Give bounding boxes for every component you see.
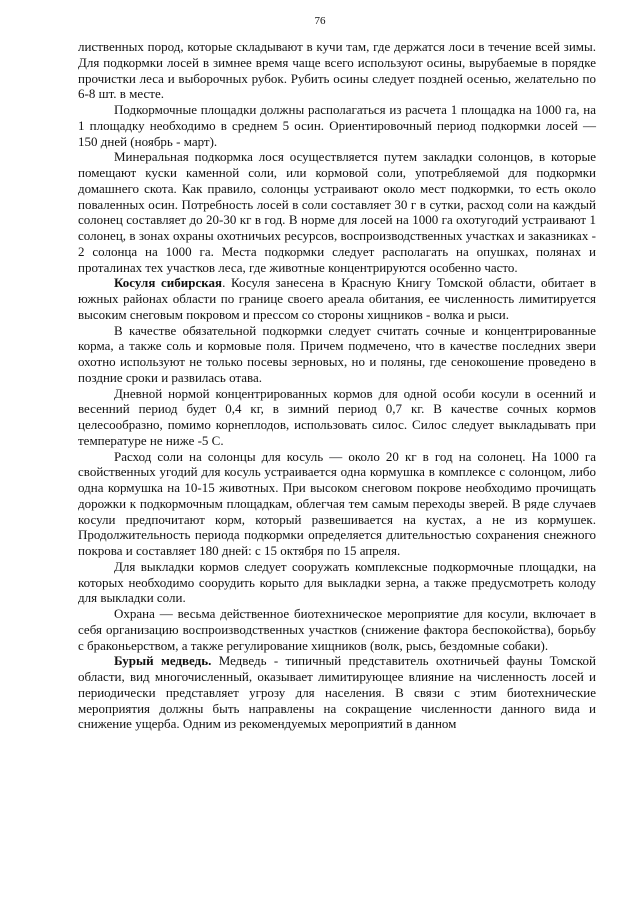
document-body: [78, 39, 596, 732]
paragraph: Подкормочные площадки должны располагаться из расчета 1 площадка на 1000 га, на 1 площадку необходимо в среднем 5 осин. Ориентировочный период подкормки лосей — 150 дней (ноябрь - март).: [78, 102, 596, 149]
section-heading-roe-deer: Косуля сибирская: [114, 275, 223, 291]
paragraph: лиственных пород, которые складывают в кучи там, где держатся лоси в течение всей зимы. Для подкормки лосей в зимнее время чаще всего используют осины, вырубаемые в порядке прочистки леса и выборочных рубок. Рубить осины следует поздней осенью, желательно по 6-8 шт. в месте.: [78, 39, 596, 102]
paragraph: Расход соли на солонцы для косуль — около 20 кг в год на солонец. На 1000 га свойственных угодий для косуль устраивается одна кормушка в комплексе с солонцом, либо одна кормушка на 10-15 животных. При высоком снеговом покрове необходимо прочищать дорожки к подкормочным площадкам, облегчая тем самым переходы зверей. В ряде случаев косули предпочитают корм, который развешивается на кустах, а не из кормушек. Продолжительность периода подкормки определяется длительностью сохранения снежного покрова и составляет 180 дней: с 15 октября по 15 апреля.: [78, 448, 596, 558]
page-number: 76: [314, 15, 326, 27]
section-heading-brown-bear: Бурый медведь.: [114, 653, 212, 669]
paragraph: Для выкладки кормов следует сооружать комплексные подкормочные площадки, на которых необходимо соорудить корыто для выкладки зерна, а также предусмотреть колоду для выкладки соли.: [78, 558, 596, 606]
paragraph-brown-bear: [78, 653, 596, 732]
paragraph: Минеральная подкормка лося осуществляется путем закладки солонцов, в которые помещают куски каменной соли, или кормовой соли, употребляемой для подкормки домашнего скота. Как правило, солонцы устраивают около мест подкормки, то есть около поваленных осин. Потребность лосей в соли составляет 30 г в сутки, расход соли на каждый солонец составляет до 20-30 кг в год. В норме для лосей на 1000 га охотугодий устраивают 1 солонец, в зонах охраны охотничьих ресурсов, воспроизводственных участках и заказниках - 2 солонца на 1000 га. Места подкормки следует располагать на опушках, полянах и проталинах тех участков леса, где животные концентрируются особенно часто.: [78, 149, 596, 275]
paragraph: Охрана — весьма действенное биотехническое мероприятие для косули, включает в себя организацию воспроизводственных участков (снижение фактора беспокойства), борьбу с браконьерством, а также регулирование хищников (волк, рысь, бездомные собаки).: [78, 606, 596, 653]
paragraph: В качестве обязательной подкормки следует считать сочные и концентрированные корма, а также соль и кормовые поля. Причем подмечено, что в качестве последних звери охотно используют не только посевы зерновых, но и поляны, где сенокошение проведено в поздние сроки и развилась отава.: [78, 322, 596, 385]
paragraph: Дневной нормой концентрированных кормов для одной особи косули в осенний и весенний период будет 0,4 кг, в зимний период 0,7 кг. В качестве сочных кормов целесообразно, помимо корнеплодов, использовать силос. Силос следует выкладывать при температуре не ниже -5 С.: [78, 385, 596, 448]
paragraph-roe-deer: [78, 275, 596, 322]
paragraph-text: Медведь - типичный представитель охотничьей фауны Томской области, вид многочисленный, оказывает лимитирующее влияние на численность лосей и периодически представляет угрозу для населения. В связи с этим биотехнические мероприятия должны быть направлены на сокращение численности данного вида и снижение ущерба. Одним из рекомендуемых мероприятий в данном: [78, 653, 596, 732]
paragraph-text: . Косуля занесена в Красную Книгу Томской области, обитает в южных районах области по границе своего ареала обитания, ее численность лимитируется высоким снеговым покровом и прессом со стороны хищников - волка и рыси.: [78, 275, 596, 322]
